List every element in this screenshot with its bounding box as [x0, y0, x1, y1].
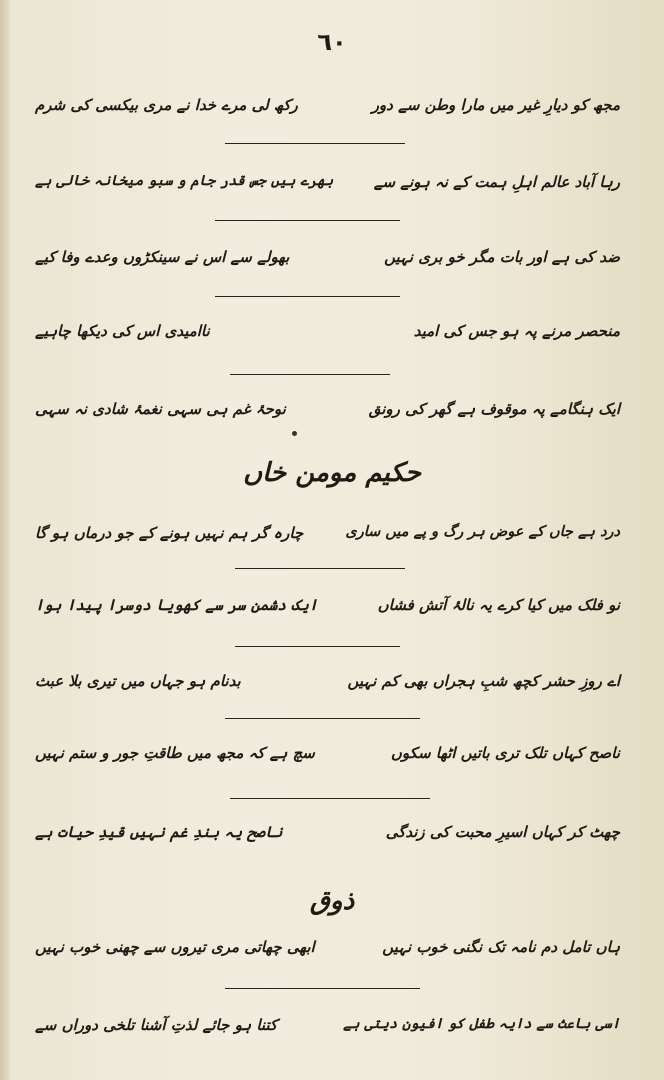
- couplet-1: [20, 88, 620, 138]
- couplet-11: [20, 930, 620, 980]
- couplet-first-line: ہاں تامل دم نامہ تک نگنی خوب نہیں: [382, 938, 620, 956]
- couplet-4: [20, 314, 620, 364]
- couplet-second-line: بھولے سے اس نے سینکڑوں وعدے وفا کیے: [35, 248, 290, 266]
- couplet-second-line: رکھ لی مرے خدا نے مری بیکسی کی شرم: [35, 96, 298, 114]
- couplet-second-line: چارہ گر ہم نہیں ہونے کے جو درماں ہو گا: [35, 524, 304, 542]
- divider-rule: [230, 798, 430, 799]
- couplet-first-line: نو فلک میں کیا کرے یہ نالۂ آتش فشاں: [377, 596, 620, 614]
- couplet-second-line: کتنا ہو جائے لذتِ آشنا تلخی دوراں سے: [35, 1016, 278, 1034]
- page-spine-shadow: [0, 0, 10, 1080]
- ink-speck: [292, 431, 297, 436]
- couplet-second-line: ناامیدی اس کی دیکھا چاہیے: [35, 322, 210, 340]
- couplet-first-line: رہا آباد عالم اہلِ ہمت کے نہ ہونے سے: [373, 173, 620, 191]
- couplet-second-line: ناصح یہ بندِ غم نہیں قیدِ حیات ہے: [35, 823, 283, 841]
- couplet-first-line: اسی باعث سے دایہ طفل کو افیون دیتی ہے: [343, 1016, 620, 1032]
- page-number: ٦٠: [317, 28, 347, 56]
- poet-heading: ذوق: [309, 886, 355, 916]
- divider-rule: [215, 296, 400, 297]
- couplet-2: [20, 165, 620, 215]
- couplet-6: [20, 516, 620, 566]
- couplet-first-line: اے روزِ حشر کچھ شبِ ہجراں بھی کم نہیں: [347, 672, 620, 690]
- couplet-7: [20, 588, 620, 638]
- couplet-second-line: نوحۂ غم ہی سہی نغمۂ شادی نہ سہی: [35, 400, 286, 418]
- couplet-first-line: مجھ کو دیارِ غیر میں مارا وطن سے دور: [371, 96, 620, 114]
- divider-rule: [215, 220, 400, 221]
- divider-rule: [230, 374, 390, 375]
- couplet-second-line: ایک دشمن سر سے کھویا دوسرا پیدا ہوا: [35, 596, 318, 614]
- divider-rule: [225, 718, 420, 719]
- couplet-second-line: ابھی چھاتی مری تیروں سے چھنی خوب نہیں: [35, 938, 315, 956]
- poet-heading: حکیم مومن خاں: [243, 458, 421, 488]
- couplet-8: [20, 664, 620, 714]
- couplet-second-line: بھرے ہیں جس قدر جام و سبو میخانہ خالی ہے: [35, 173, 334, 189]
- couplet-12: [20, 1008, 620, 1058]
- divider-rule: [235, 568, 405, 569]
- couplet-first-line: ایک ہنگامے پہ موقوف ہے گھر کی رونق: [368, 400, 620, 418]
- divider-rule: [225, 143, 405, 144]
- couplet-first-line: چھٹ کر کہاں اسیرِ محبت کی زندگی: [385, 823, 620, 841]
- couplet-10: [20, 815, 620, 865]
- couplet-9: [20, 736, 620, 786]
- couplet-first-line: ضد کی ہے اور بات مگر خو بری نہیں: [384, 248, 620, 266]
- couplet-second-line: بدنام ہو جہاں میں تیری بلا عبث: [35, 672, 241, 690]
- couplet-first-line: ناصح کہاں تلک تری باتیں اٹھا سکوں: [390, 744, 620, 762]
- couplet-first-line: درد ہے جاں کے عوض ہر رگ و پے میں ساری: [345, 524, 620, 540]
- couplet-3: [20, 240, 620, 290]
- couplet-second-line: سچ ہے کہ مجھ میں طاقتِ جور و ستم نہیں: [35, 744, 315, 762]
- couplet-5: [20, 392, 620, 442]
- couplet-first-line: منحصر مرنے پہ ہو جس کی امید: [413, 322, 620, 340]
- divider-rule: [235, 646, 400, 647]
- divider-rule: [225, 988, 420, 989]
